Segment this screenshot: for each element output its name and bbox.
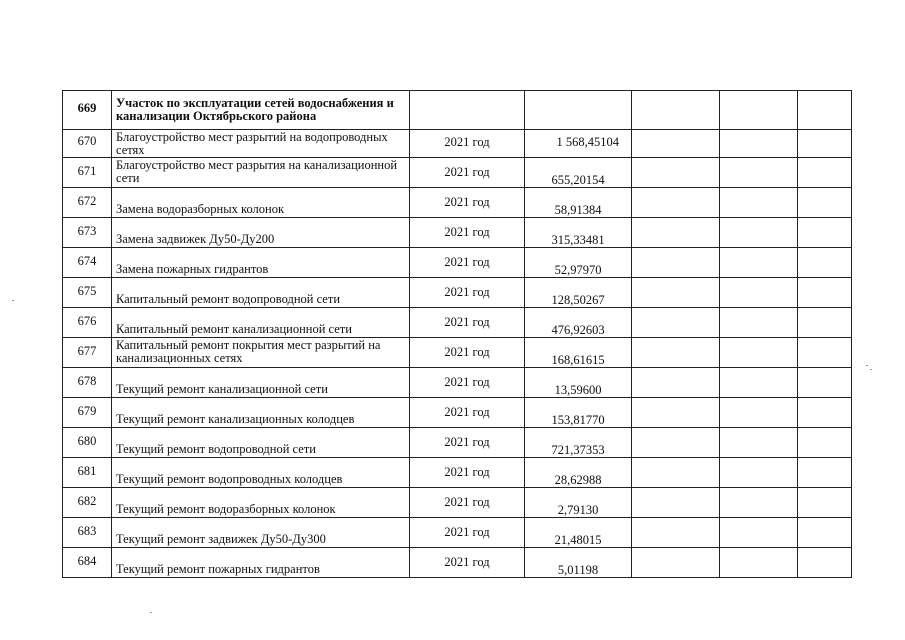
row-number: 676	[63, 308, 112, 338]
empty-cell	[632, 428, 720, 458]
row-number: 669	[63, 91, 112, 130]
empty-cell	[798, 158, 852, 188]
empty-cell	[720, 368, 798, 398]
empty-cell	[720, 130, 798, 158]
empty-cell	[798, 458, 852, 488]
table-row	[63, 398, 852, 428]
work-amount: 721,37353	[525, 428, 632, 458]
work-amount: 1 568,45104	[525, 130, 632, 158]
row-number: 684	[63, 548, 112, 578]
empty-cell	[525, 91, 632, 130]
work-amount: 655,20154	[525, 158, 632, 188]
empty-cell	[798, 488, 852, 518]
table-row	[63, 368, 852, 398]
empty-cell	[798, 130, 852, 158]
table-row	[63, 308, 852, 338]
work-year: 2021 год	[410, 278, 525, 308]
work-name: Текущий ремонт водоразборных колонок	[112, 488, 410, 518]
empty-cell	[720, 548, 798, 578]
work-name: Текущий ремонт пожарных гидрантов	[112, 548, 410, 578]
empty-cell	[410, 91, 525, 130]
empty-cell	[632, 130, 720, 158]
row-number: 672	[63, 188, 112, 218]
row-number: 675	[63, 278, 112, 308]
section-header-row	[63, 91, 852, 130]
table-row	[63, 518, 852, 548]
row-number: 679	[63, 398, 112, 428]
work-amount: 168,61615	[525, 338, 632, 368]
work-name: Благоустройство мест разрытий на водопроводных сетях	[112, 130, 410, 158]
empty-cell	[632, 338, 720, 368]
work-year: 2021 год	[410, 368, 525, 398]
empty-cell	[720, 308, 798, 338]
empty-cell	[632, 398, 720, 428]
work-year: 2021 год	[410, 458, 525, 488]
empty-cell	[632, 158, 720, 188]
empty-cell	[798, 368, 852, 398]
empty-cell	[720, 218, 798, 248]
table-row	[63, 278, 852, 308]
row-number: 677	[63, 338, 112, 368]
work-name: Замена водоразборных колонок	[112, 188, 410, 218]
row-number: 671	[63, 158, 112, 188]
empty-cell	[798, 218, 852, 248]
work-amount: 128,50267	[525, 278, 632, 308]
row-number: 673	[63, 218, 112, 248]
work-name: Капитальный ремонт канализационной сети	[112, 308, 410, 338]
empty-cell	[632, 91, 720, 130]
table-row	[63, 338, 852, 368]
empty-cell	[632, 548, 720, 578]
work-amount: 315,33481	[525, 218, 632, 248]
work-amount: 13,59600	[525, 368, 632, 398]
work-amount: 28,62988	[525, 458, 632, 488]
empty-cell	[720, 338, 798, 368]
row-number: 680	[63, 428, 112, 458]
empty-cell	[632, 308, 720, 338]
row-number: 670	[63, 130, 112, 158]
empty-cell	[798, 398, 852, 428]
empty-cell	[632, 188, 720, 218]
work-year: 2021 год	[410, 248, 525, 278]
works-table	[62, 90, 852, 578]
empty-cell	[632, 248, 720, 278]
work-year: 2021 год	[410, 488, 525, 518]
scan-speck	[870, 369, 872, 370]
row-number: 674	[63, 248, 112, 278]
empty-cell	[720, 398, 798, 428]
work-year: 2021 год	[410, 518, 525, 548]
table-row	[63, 158, 852, 188]
table-row	[63, 488, 852, 518]
work-year: 2021 год	[410, 398, 525, 428]
table-row	[63, 188, 852, 218]
work-amount: 2,79130	[525, 488, 632, 518]
work-amount: 21,48015	[525, 518, 632, 548]
work-year: 2021 год	[410, 218, 525, 248]
work-amount: 476,92603	[525, 308, 632, 338]
table-row	[63, 428, 852, 458]
empty-cell	[720, 458, 798, 488]
empty-cell	[632, 278, 720, 308]
work-name: Текущий ремонт канализационных колодцев	[112, 398, 410, 428]
table-row	[63, 130, 852, 158]
work-year: 2021 год	[410, 338, 525, 368]
section-title: Участок по эксплуатации сетей водоснабжения и канализации Октябрьского района	[112, 91, 410, 130]
scan-speck	[866, 365, 868, 366]
empty-cell	[798, 308, 852, 338]
empty-cell	[632, 218, 720, 248]
empty-cell	[720, 278, 798, 308]
scan-speck	[150, 612, 152, 613]
empty-cell	[798, 91, 852, 130]
table-row	[63, 218, 852, 248]
empty-cell	[720, 91, 798, 130]
empty-cell	[632, 458, 720, 488]
empty-cell	[798, 548, 852, 578]
work-name: Текущий ремонт водопроводных колодцев	[112, 458, 410, 488]
empty-cell	[798, 428, 852, 458]
empty-cell	[798, 188, 852, 218]
empty-cell	[720, 158, 798, 188]
work-year: 2021 год	[410, 158, 525, 188]
row-number: 681	[63, 458, 112, 488]
empty-cell	[798, 338, 852, 368]
empty-cell	[720, 428, 798, 458]
empty-cell	[798, 518, 852, 548]
empty-cell	[720, 488, 798, 518]
work-name: Текущий ремонт задвижек Ду50-Ду300	[112, 518, 410, 548]
work-amount: 153,81770	[525, 398, 632, 428]
work-name: Капитальный ремонт водопроводной сети	[112, 278, 410, 308]
work-name: Текущий ремонт канализационной сети	[112, 368, 410, 398]
work-amount: 52,97970	[525, 248, 632, 278]
empty-cell	[798, 278, 852, 308]
work-name: Капитальный ремонт покрытия мест разрытий на канализационных сетях	[112, 338, 410, 368]
empty-cell	[720, 248, 798, 278]
work-name: Текущий ремонт водопроводной сети	[112, 428, 410, 458]
table-row	[63, 248, 852, 278]
empty-cell	[720, 518, 798, 548]
work-year: 2021 год	[410, 188, 525, 218]
empty-cell	[632, 518, 720, 548]
empty-cell	[632, 488, 720, 518]
row-number: 683	[63, 518, 112, 548]
scan-speck	[12, 300, 14, 301]
empty-cell	[632, 368, 720, 398]
empty-cell	[798, 248, 852, 278]
empty-cell	[720, 188, 798, 218]
work-amount: 5,01198	[525, 548, 632, 578]
work-amount: 58,91384	[525, 188, 632, 218]
row-number: 678	[63, 368, 112, 398]
work-year: 2021 год	[410, 130, 525, 158]
table-row	[63, 458, 852, 488]
work-year: 2021 год	[410, 428, 525, 458]
row-number: 682	[63, 488, 112, 518]
work-year: 2021 год	[410, 548, 525, 578]
work-name: Благоустройство мест разрытия на канализационной сети	[112, 158, 410, 188]
work-name: Замена задвижек Ду50-Ду200	[112, 218, 410, 248]
work-name: Замена пожарных гидрантов	[112, 248, 410, 278]
work-year: 2021 год	[410, 308, 525, 338]
table-row	[63, 548, 852, 578]
